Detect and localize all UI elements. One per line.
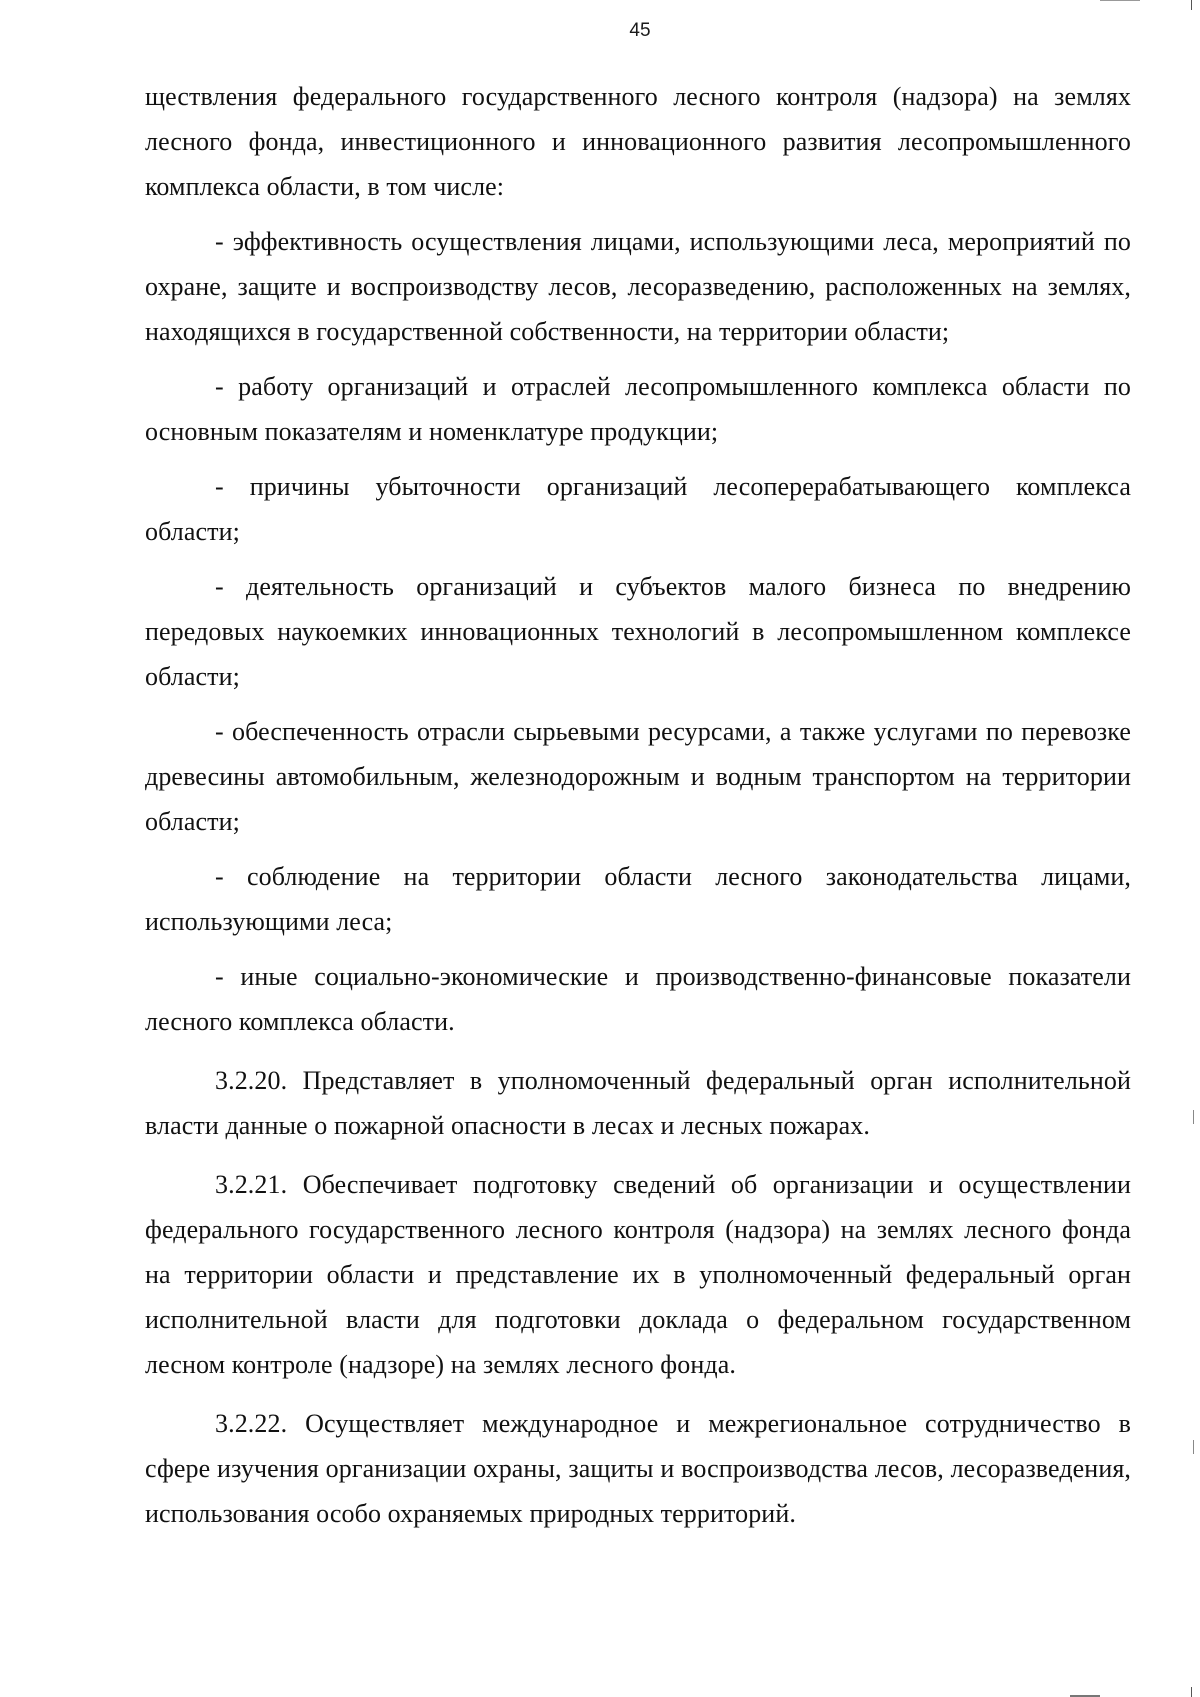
list-item-organizations-work: - работу организаций и отраслей лесопромышленного комплекса области по основным показателям и номенклатуре продукции; [145,372,1131,446]
list-item-innovation: - деятельность организаций и субъектов малого бизнеса по внедрению передовых наукоемких инновационных технологий в лесопромышленном комплексе области; [145,572,1131,691]
list-item-other-indicators: - иные социально-экономические и производственно-финансовые показатели лесного комплекса области. [145,962,1131,1036]
scan-artifact [1100,0,1140,1]
list-item-legislation: - соблюдение на территории области лесного законодательства лицами, использующими леса; [145,862,1131,936]
document-body [145,74,1131,1546]
clause-3-2-22: 3.2.22. Осуществляет международное и межрегиональное сотрудничество в сфере изучения организации охраны, защиты и воспроизводства лесов, лесоразведения, использования особо охраняемых природных территорий. [145,1409,1131,1528]
scan-artifact [1191,1687,1192,1697]
scan-artifact [1193,1440,1194,1454]
list-item-unprofitability: - причины убыточности организаций лесоперерабатывающего комплекса области; [145,472,1131,546]
list-item-efficiency: - эффективность осуществления лицами, использующими леса, мероприятий по охране, защите и воспроизводству лесов, лесоразведению, расположенных на землях, находящихся в государственной собственности, на территории области; [145,227,1131,346]
list-item-resources: - обеспеченность отрасли сырьевыми ресурсами, а также услугами по перевозке древесины автомобильным, железнодорожным и водным транспортом на территории области; [145,717,1131,836]
scan-artifact [1191,0,1192,10]
page-number: 45 [629,20,651,41]
scan-artifact [1193,1110,1194,1124]
clause-3-2-21: 3.2.21. Обеспечивает подготовку сведений об организации и осуществлении федерального государственного лесного контроля (надзора) на землях лесного фонда на территории области и представление их в уполномоченный федеральный орган исполнительной власти для подготовки доклада о федеральном государственном лесном контроле (надзоре) на землях лесного фонда. [145,1170,1131,1379]
paragraph-continuation: ществления федерального государственного лесного контроля (надзора) на землях лесного фонда, инвестиционного и инновационного развития лесопромышленного комплекса области, в том числе: [145,82,1131,201]
clause-3-2-20: 3.2.20. Представляет в уполномоченный федеральный орган исполнительной власти данные о пожарной опасности в лесах и лесных пожарах. [145,1066,1131,1140]
